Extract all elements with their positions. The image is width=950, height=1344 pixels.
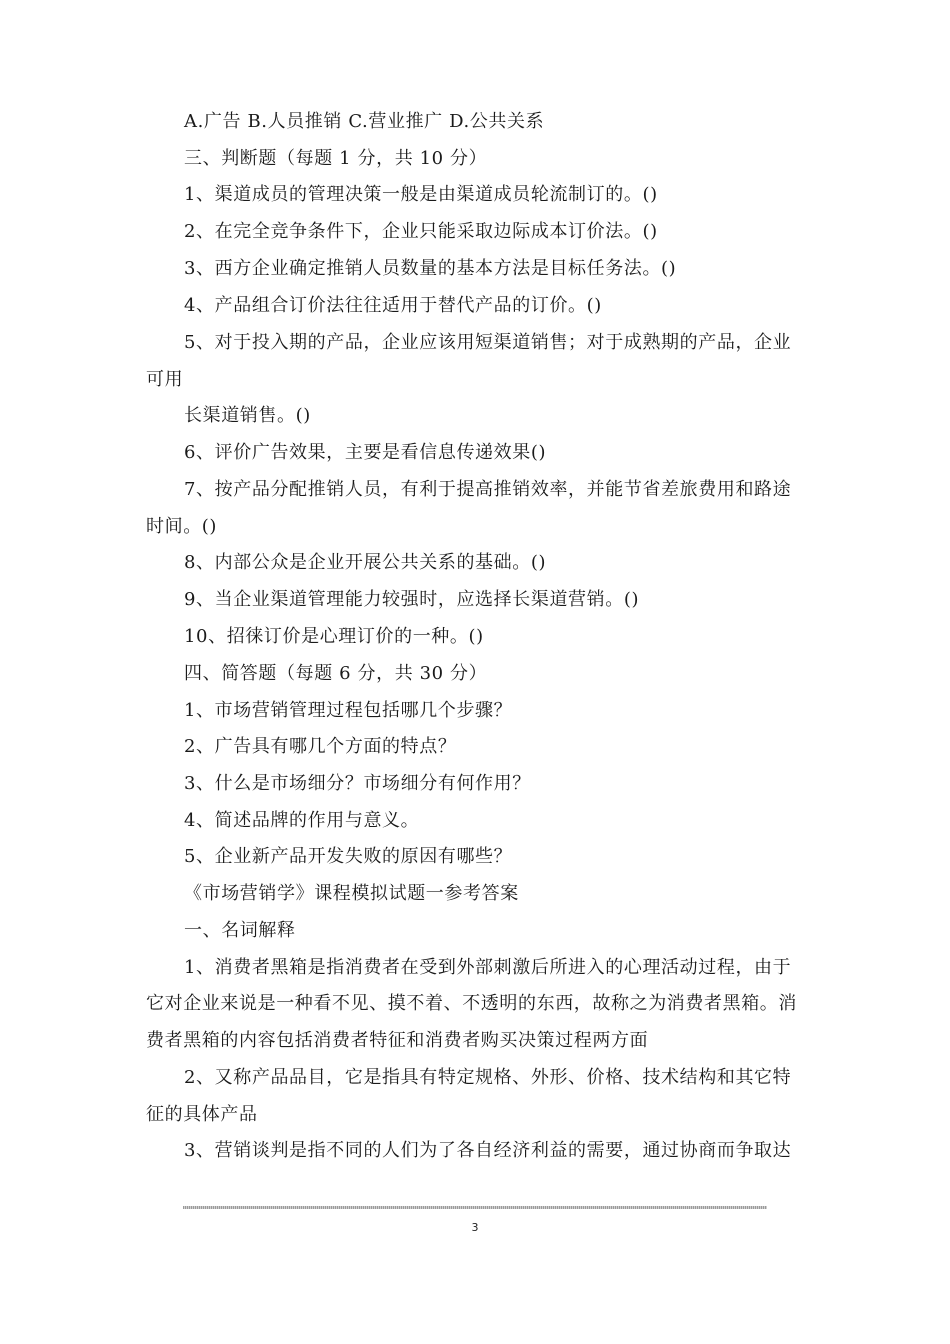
question-tf-6: 6、评价广告效果，主要是看信息传递效果() [184, 442, 547, 463]
question-tf-7-cont: 时间。() [146, 516, 218, 537]
section-heading-short-answer: 四、简答题（每题 6 分，共 30 分） [184, 663, 488, 684]
answer-3: 3、营销谈判是指不同的人们为了各自经济利益的需要，通过协商而争取达 [184, 1140, 792, 1161]
question-sa-4: 4、简述品牌的作用与意义。 [184, 810, 420, 831]
question-tf-4: 4、产品组合订价法往往适用于替代产品的订价。() [184, 295, 602, 316]
question-tf-9: 9、当企业渠道管理能力较强时，应选择长渠道营销。() [184, 589, 640, 610]
section-heading-true-false: 三、判断题（每题 1 分，共 10 分） [184, 148, 488, 169]
text-line-options: A.广告 B.人员推销 C.营业推广 D.公共关系 [184, 111, 545, 132]
question-tf-3: 3、西方企业确定推销人员数量的基本方法是目标任务法。() [184, 258, 677, 279]
question-tf-7: 7、按产品分配推销人员，有利于提高推销效率，并能节省差旅费用和路途 [184, 479, 792, 500]
question-sa-1: 1、市场营销管理过程包括哪几个步骤？ [184, 700, 513, 721]
answer-1: 1、消费者黑箱是指消费者在受到外部刺激后所进入的心理活动过程，由于 [184, 957, 792, 978]
answer-2-cont: 征的具体产品 [146, 1104, 258, 1125]
question-sa-2: 2、广告具有哪几个方面的特点？ [184, 736, 457, 757]
answer-key-title: 《市场营销学》课程模拟试题一参考答案 [184, 883, 519, 904]
question-tf-2: 2、在完全竞争条件下，企业只能采取边际成本订价法。() [184, 221, 658, 242]
question-sa-3: 3、什么是市场细分？市场细分有何作用？ [184, 773, 531, 794]
footer-divider [183, 1206, 767, 1209]
answer-2: 2、又称产品品目，它是指具有特定规格、外形、价格、技术结构和其它特 [184, 1067, 792, 1088]
question-sa-5: 5、企业新产品开发失败的原因有哪些？ [184, 846, 513, 867]
question-tf-8: 8、内部公众是企业开展公共关系的基础。() [184, 552, 547, 573]
question-tf-10: 10、招徕订价是心理订价的一种。() [184, 626, 484, 647]
question-tf-5-cont2: 长渠道销售。() [184, 405, 311, 426]
answer-1-cont: 它对企业来说是一种看不见、摸不着、不透明的东西，故称之为消费者黑箱。消 [146, 993, 797, 1014]
question-tf-5-cont: 可用 [146, 369, 184, 390]
page-number: 3 [471, 1221, 479, 1234]
answer-1-cont2: 费者黑箱的内容包括消费者特征和消费者购买决策过程两方面 [146, 1030, 649, 1051]
answer-section-definitions: 一、名词解释 [184, 920, 296, 941]
question-tf-1: 1、渠道成员的管理决策一般是由渠道成员轮流制订的。() [184, 184, 658, 205]
question-tf-5: 5、对于投入期的产品，企业应该用短渠道销售；对于成熟期的产品，企业 [184, 332, 792, 353]
